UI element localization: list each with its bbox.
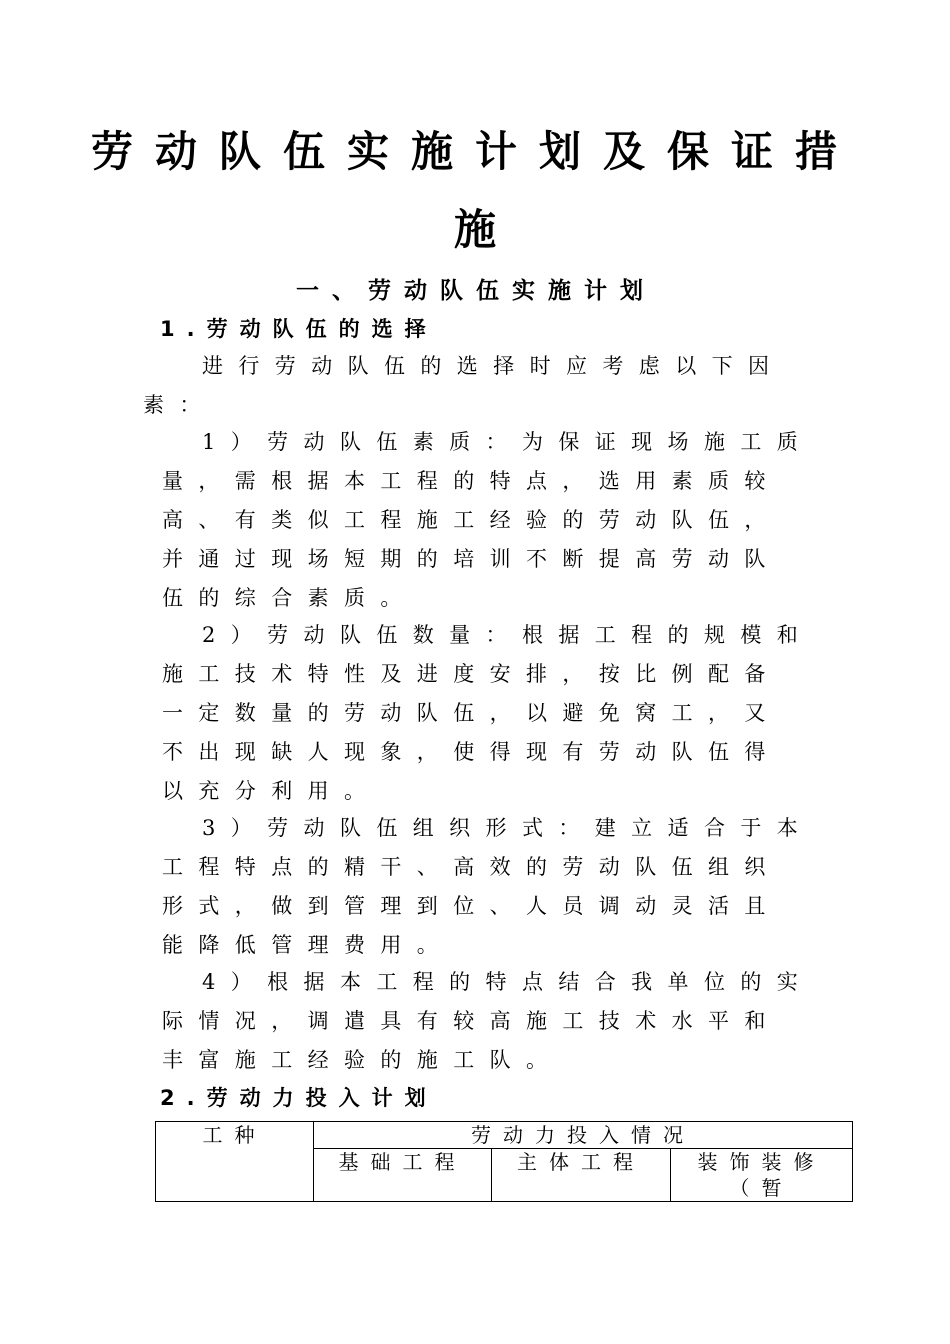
list-item-line: 量，需根据本工程的特点，选用素质较 bbox=[162, 469, 781, 493]
list-item-line: 高、有类似工程施工经验的劳动队伍， bbox=[162, 508, 781, 532]
labor-input-table bbox=[155, 1121, 853, 1202]
list-item-line: 不出现缺人现象，使得现有劳动队伍得 bbox=[162, 740, 781, 764]
list-item-line: 形式，做到管理到位、人员调动灵活且 bbox=[162, 894, 781, 918]
table-header-work-type: 工种 bbox=[156, 1122, 314, 1202]
list-item-line: 伍的综合素质。 bbox=[162, 586, 417, 610]
list-item-line: 以充分利用。 bbox=[162, 779, 381, 803]
list-item-line: 1）劳动队伍素质：为保证现场施工质 bbox=[202, 430, 814, 454]
subsection-heading-2: 2.劳动力投入计划 bbox=[160, 1086, 438, 1110]
list-item-line: 3）劳动队伍组织形式：建立适合于本 bbox=[202, 816, 814, 840]
list-item-line: 施工技术特性及进度安排，按比例配备 bbox=[162, 662, 781, 686]
subsection-heading-1: 1.劳动队伍的选择 bbox=[160, 317, 438, 341]
list-item-line: 并通过现场短期的培训不断提高劳动队 bbox=[162, 547, 781, 571]
paragraph-line: 进行劳动队伍的选择时应考虑以下因 bbox=[202, 354, 785, 378]
list-item-line: 能降低管理费用。 bbox=[162, 933, 454, 957]
table-subheader-decoration: 装饰装修（暂 bbox=[671, 1149, 853, 1202]
list-item-line: 2）劳动队伍数量：根据工程的规模和 bbox=[202, 623, 814, 647]
table-subheader-foundation: 基础工程 bbox=[314, 1149, 492, 1202]
table-subheader-main-structure: 主体工程 bbox=[492, 1149, 671, 1202]
document-title-line1: 劳动队伍实施计划及保证措 bbox=[90, 127, 859, 176]
document-title-line2: 施 bbox=[453, 205, 496, 254]
list-item-line: 工程特点的精干、高效的劳动队伍组织 bbox=[162, 855, 781, 879]
list-item-line: 丰富施工经验的施工队。 bbox=[162, 1048, 563, 1072]
list-item-line: 一定数量的劳动队伍，以避免窝工，又 bbox=[162, 701, 781, 725]
paragraph-line: 素： bbox=[143, 393, 216, 417]
list-item-line: 际情况，调遣具有较高施工技术水平和 bbox=[162, 1009, 781, 1033]
section-heading: 一、劳动队伍实施计划 bbox=[296, 278, 656, 304]
table-header-labor-input: 劳动力投入情况 bbox=[314, 1122, 853, 1149]
list-item-line: 4）根据本工程的特点结合我单位的实 bbox=[202, 970, 814, 994]
